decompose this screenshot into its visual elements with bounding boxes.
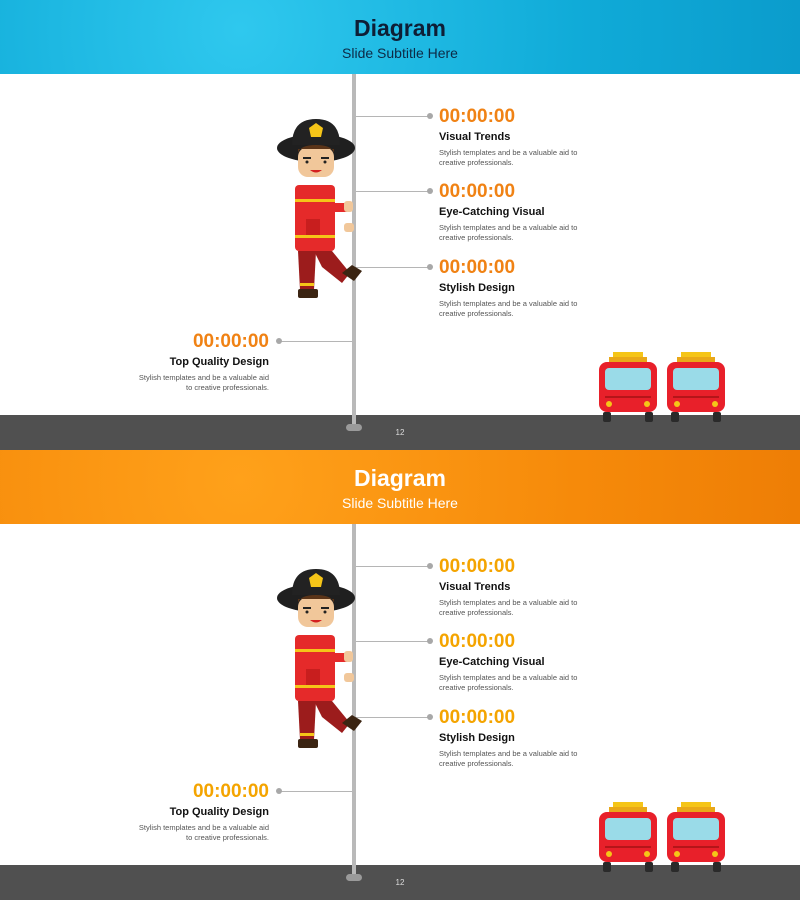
item-description: Stylish templates and be a valuable aid to creative professionals. [439, 223, 578, 242]
timeline-item [439, 181, 609, 243]
timeline-item [110, 331, 269, 393]
timeline-item [439, 106, 609, 168]
connector-dot [427, 563, 433, 569]
time-value: 00:00:00 [192, 331, 269, 352]
item-description: Stylish templates and be a valuable aid to creative professionals. [439, 299, 578, 318]
connector-dot [427, 638, 433, 644]
fire-pole-base [346, 874, 362, 881]
fire-truck-illustration [597, 352, 659, 422]
page-number: 12 [395, 428, 405, 437]
slide-2 [0, 450, 800, 900]
item-description: Stylish templates and be a valuable aid to creative professionals. [439, 749, 578, 768]
slide-subtitle: Slide Subtitle Here [342, 45, 458, 61]
time-value: 00:00:00 [439, 257, 516, 278]
time-value: 00:00:00 [439, 631, 516, 652]
time-value: 00:00:00 [439, 181, 516, 202]
connector-dot [427, 714, 433, 720]
fire-truck-illustration [597, 802, 659, 872]
item-heading: Stylish Design [439, 282, 515, 294]
fire-truck-illustration [665, 802, 727, 872]
slide-title: Diagram [353, 15, 447, 41]
timeline-item [439, 707, 609, 769]
timeline-item [110, 781, 269, 843]
timeline-item [439, 631, 609, 693]
item-heading: Eye-Catching Visual [439, 656, 545, 668]
item-description: Stylish templates and be a valuable aid to creative professionals. [439, 598, 578, 617]
firefighter-illustration [270, 115, 370, 310]
connector-line [279, 791, 352, 792]
connector-dot [276, 338, 282, 344]
item-heading: Eye-Catching Visual [439, 206, 545, 218]
item-heading: Visual Trends [439, 131, 511, 143]
time-value: 00:00:00 [192, 781, 269, 802]
item-description: Stylish templates and be a valuable aid to creative professionals. [439, 148, 578, 167]
slide-header [0, 450, 800, 524]
slide-title: Diagram [353, 465, 447, 491]
connector-dot [427, 264, 433, 270]
timeline-item [439, 556, 609, 618]
time-value: 00:00:00 [439, 106, 516, 127]
item-description: Stylish templates and be a valuable aid to creative professionals. [138, 823, 269, 842]
item-description: Stylish templates and be a valuable aid to creative professionals. [138, 373, 269, 392]
connector-dot [276, 788, 282, 794]
item-heading: Stylish Design [439, 732, 515, 744]
item-heading: Visual Trends [439, 581, 511, 593]
fire-truck-illustration [665, 352, 727, 422]
slide-subtitle: Slide Subtitle Here [342, 495, 458, 511]
item-description: Stylish templates and be a valuable aid to creative professionals. [439, 673, 578, 692]
connector-dot [427, 113, 433, 119]
time-value: 00:00:00 [439, 707, 516, 728]
time-value: 00:00:00 [439, 556, 516, 577]
slide-header [0, 0, 800, 74]
fire-pole-base [346, 424, 362, 431]
firefighter-illustration [270, 565, 370, 760]
connector-line [279, 341, 352, 342]
item-heading: Top Quality Design [169, 356, 269, 368]
item-heading: Top Quality Design [169, 806, 269, 818]
page-number: 12 [395, 878, 405, 887]
connector-dot [427, 188, 433, 194]
timeline-item [439, 257, 609, 319]
